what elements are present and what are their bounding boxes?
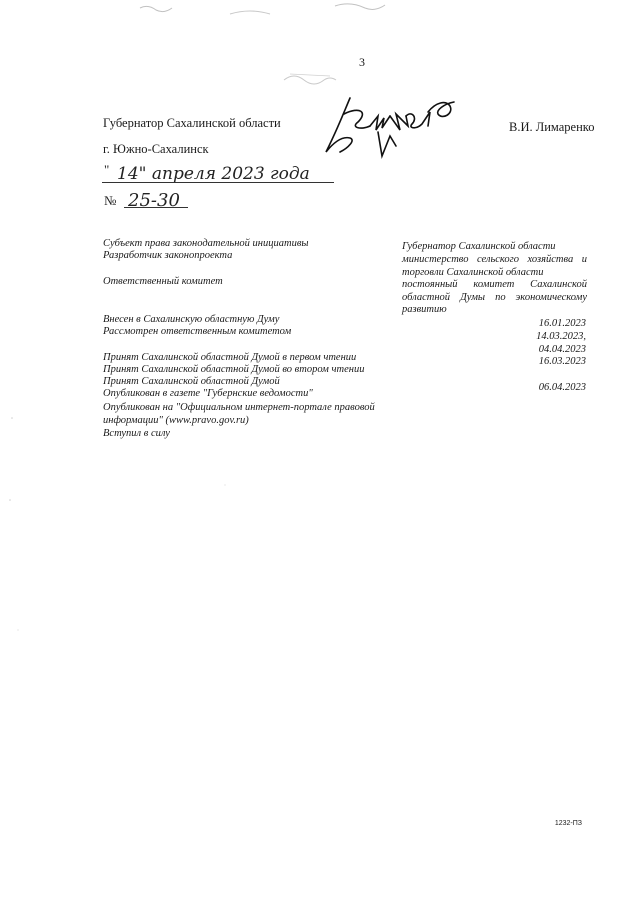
label-developer: Разработчик законопроекта xyxy=(103,250,233,261)
date-day: 14 xyxy=(117,164,139,184)
event-label: Опубликован в газете "Губернские ведомости" xyxy=(103,388,313,399)
event-label: Принят Сахалинской областной Думой xyxy=(103,376,280,387)
handwritten-number: 25-30 xyxy=(128,190,180,211)
event-date: 14.03.2023, xyxy=(536,331,586,342)
registration-number: 1232-ПЗ xyxy=(554,820,582,827)
date-quote-close: " xyxy=(138,164,152,184)
event-date: 16.03.2023 xyxy=(538,356,586,367)
city-label: г. Южно-Сахалинск xyxy=(103,142,209,156)
event-label: Вступил в силу xyxy=(103,428,170,439)
governor-name: В.И. Лимаренко xyxy=(509,120,595,134)
event-label: Опубликован на "Официальном интернет-портале правовой информации" (www.pravo.gov.ru) xyxy=(103,402,375,426)
event-date: 06.04.2023 xyxy=(538,382,586,393)
value-subject: Губернатор Сахалинской области xyxy=(402,241,556,252)
event-date: 16.01.2023 xyxy=(538,318,586,329)
label-committee: Ответственный комитет xyxy=(103,276,223,287)
event-label: Внесен в Сахалинскую областную Думу xyxy=(103,314,280,325)
number-label: № xyxy=(104,193,117,208)
date-quote-open: " xyxy=(104,162,110,177)
value-developer: министерство сельского хозяйства и торговли Сахалинской области xyxy=(402,254,587,278)
event-label: Принят Сахалинской областной Думой во втором чтении xyxy=(103,364,365,375)
page-number: 3 xyxy=(359,55,365,69)
governor-title: Губернатор Сахалинской области xyxy=(103,116,281,130)
event-label: Принят Сахалинской областной Думой в первом чтении xyxy=(103,352,357,363)
label-subject: Субъект права законодательной инициативы xyxy=(103,238,309,249)
event-date: 04.04.2023 xyxy=(538,344,586,355)
event-label: Рассмотрен ответственным комитетом xyxy=(103,326,292,337)
date-month-year: апреля 2023 года xyxy=(151,164,310,184)
value-committee: постоянный комитет Сахалинской областной Думы по экономическому развитию xyxy=(402,279,587,315)
